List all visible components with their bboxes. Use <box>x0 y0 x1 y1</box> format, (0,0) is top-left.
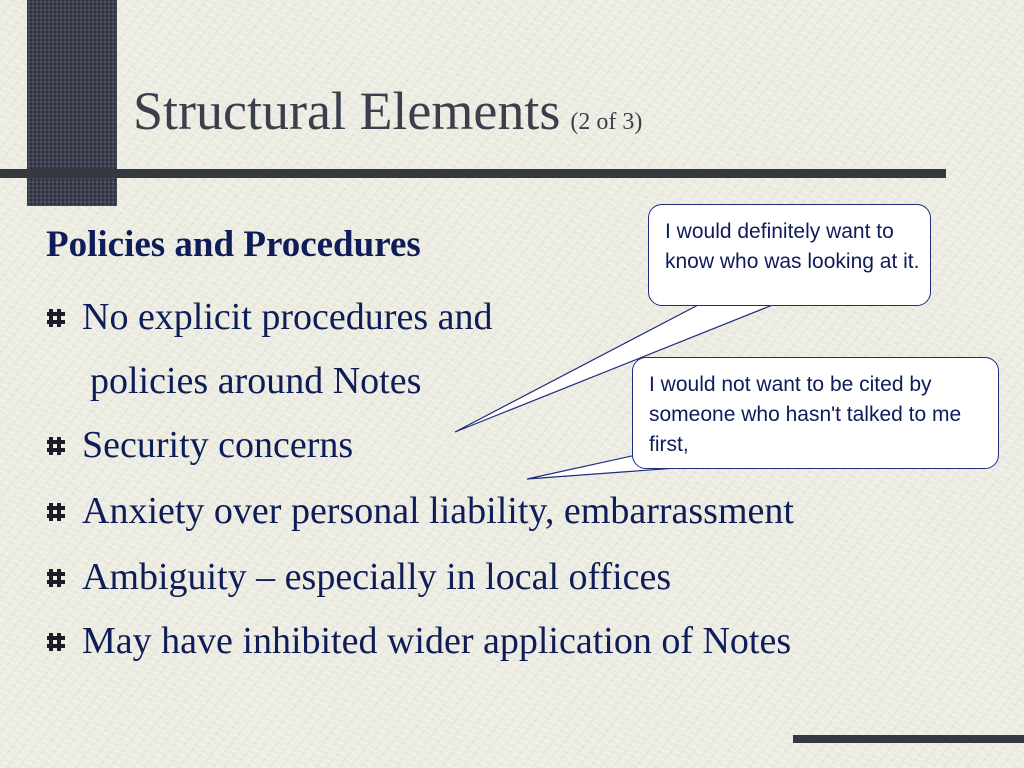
speech-bubble-1 <box>648 204 931 306</box>
slide-title-text: Structural Elements <box>133 81 561 141</box>
speech-bubble-2-text: I would not want to be cited by someone who hasn't talked to me first, <box>649 373 962 456</box>
speech-bubble-1-text: I would definitely want to know who was looking at it. <box>665 220 920 273</box>
slide-title-counter: (2 of 3) <box>570 109 643 135</box>
bullet-text: May have inhibited wider application of Notes <box>82 620 792 662</box>
section-heading: Policies and Procedures <box>46 224 421 265</box>
bullet-text: Anxiety over personal liability, embarrassment <box>82 490 794 532</box>
bullet-continuation: policies around Notes <box>90 360 422 402</box>
bullet-text: Security concerns <box>82 424 354 466</box>
bullet-text: No explicit procedures and <box>82 296 493 338</box>
bullet-text: Ambiguity – especially in local offices <box>82 556 672 598</box>
speech-bubble-2 <box>632 357 999 469</box>
